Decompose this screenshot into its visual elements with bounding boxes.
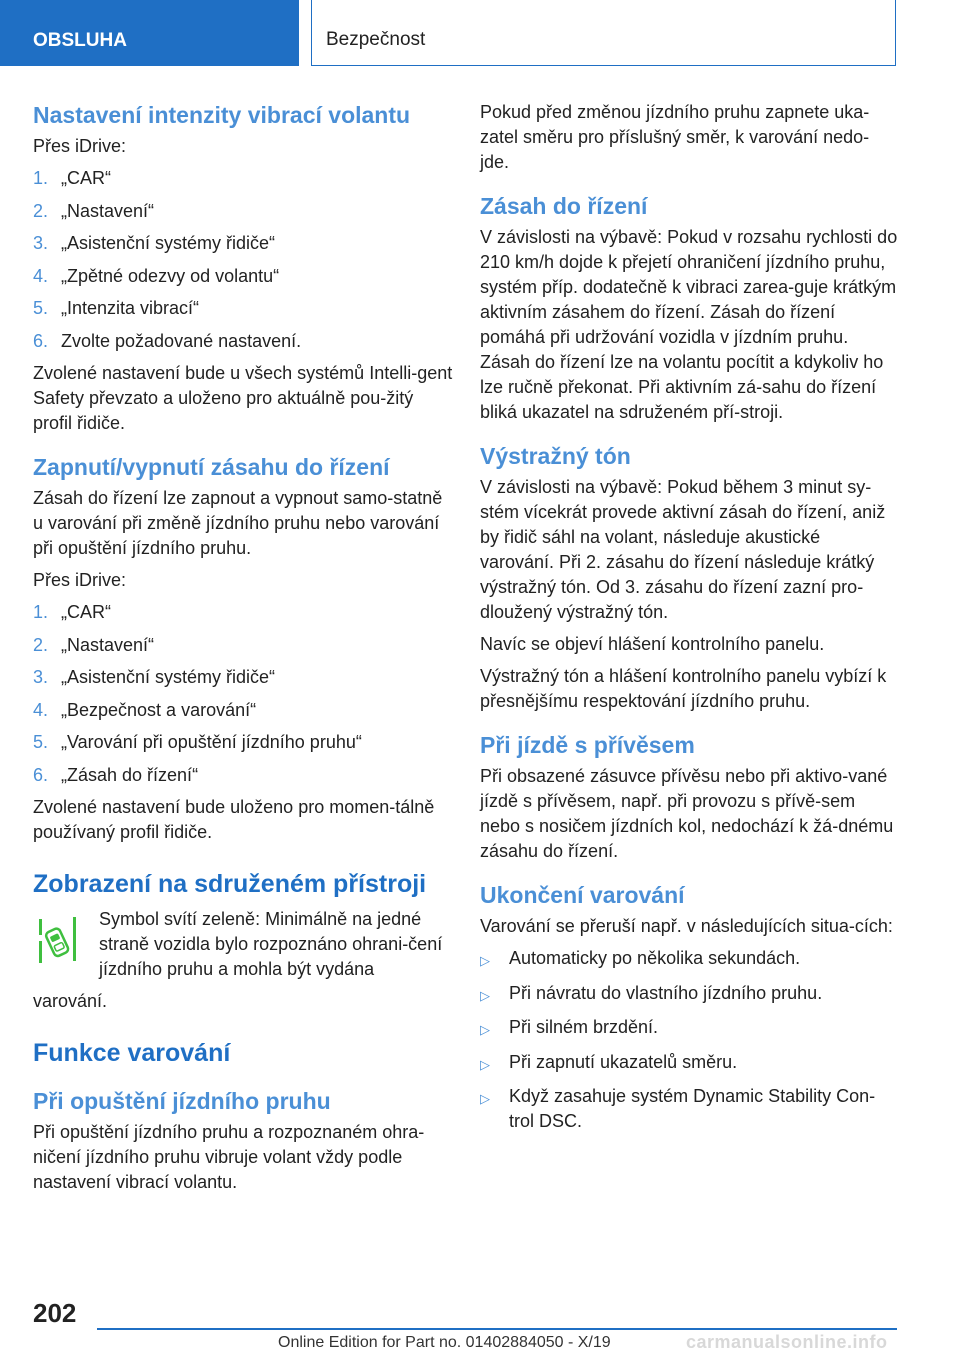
- list-item: [480, 946, 898, 973]
- saved-note-2: Zvolené nastavení bude uloženo pro momen‐tálně používaný profil řidiče.: [33, 797, 435, 842]
- bullet-text: Když zasahuje systém Dynamic Stability Con‐trol DSC.: [509, 1086, 876, 1131]
- triangle-bullet-icon: ▷: [480, 1022, 490, 1037]
- steer-paragraph: V závislosti na výbavě: Pokud v rozsahu rychlosti do 210 km/h dojde k přejetí ohraničení jízdního pruhu, systém příp. dodatečně k vibraci zarea‐guje krátkým aktivním zásahem do řízení. Zásah do řízení pomáhá při udržování vozidla v jízdním pruhu. Zásah do řízení lze na volantu pocítit a kdykoliv ho lze ručně překonat. Při aktivním zá‐sahu do řízení bliká ukazatel na sdruženém pří‐stroji.: [480, 227, 898, 422]
- list-item: [33, 665, 453, 690]
- step-text: „Zpětné odezvy od volantu“: [61, 265, 280, 286]
- list-item: [33, 730, 453, 755]
- list-item: [480, 1015, 898, 1042]
- footer-divider: [97, 1328, 897, 1330]
- bullet-text: Při zapnutí ukazatelů směru.: [509, 1051, 738, 1072]
- page-header: [0, 0, 960, 66]
- step-number: 3.: [33, 233, 49, 253]
- list-item: [33, 264, 453, 289]
- heading-trailer: Při jízdě s přívěsem: [480, 732, 695, 758]
- indicator-paragraph: Pokud před změnou jízdního pruhu zapnete uka‐zatel směru pro příslušný směr, k varování nedo‐jde.: [480, 102, 870, 172]
- left-column: [33, 100, 453, 1202]
- heading-warning-function: Funkce varování: [33, 1039, 231, 1067]
- step-text: „Zásah do řízení“: [61, 764, 199, 785]
- list-item: [33, 166, 453, 191]
- heading-warning-end: Ukončení varování: [480, 882, 685, 908]
- step-number: 2.: [33, 634, 49, 655]
- step-number: 6.: [33, 330, 49, 351]
- tone-paragraph-3: Výstražný tón a hlášení kontrolního panelu vybízí k přesnějšímu respektování jízdního pruhu.: [480, 666, 887, 711]
- list-item: [480, 1084, 898, 1134]
- heading-warning-tone: Výstražný tón: [480, 443, 631, 469]
- tone-paragraph-2: Navíc se objeví hlášení kontrolního panelu.: [480, 634, 825, 654]
- step-text: „Asistenční systémy řidiče“: [61, 233, 276, 253]
- bullet-text: Při návratu do vlastního jízdního pruhu.: [509, 982, 823, 1003]
- step-text: „CAR“: [61, 602, 111, 622]
- step-number: 5.: [33, 732, 49, 752]
- right-column: [480, 100, 898, 1142]
- step-text: „Nastavení“: [61, 634, 155, 655]
- leaving-paragraph: Při opuštění jízdního pruhu a rozpoznaném ohra‐ničení jízdního pruhu vibruje volant vždy podle nastavení vibrací volantu.: [33, 1122, 425, 1192]
- steps-list-2: [33, 600, 453, 788]
- list-item: [480, 981, 898, 1008]
- idrive-label-2: Přes iDrive:: [33, 570, 127, 590]
- edition-text: Online Edition for Part no. 01402884050 - X/19: [278, 1334, 611, 1351]
- step-number: 6.: [33, 764, 49, 785]
- step-number: 4.: [33, 265, 49, 286]
- trailer-paragraph: Při obsazené zásuvce přívěsu nebo při aktivo‐vané jízdě s přívěsem, např. při provozu s přívě‐sem nebo s nosičem jízdních kol, nedochází k žá‐dnému zásahu do řízení.: [480, 766, 894, 861]
- topic-tab[interactable]: Bezpečnost: [311, 0, 896, 66]
- list-item: [33, 199, 453, 224]
- end-paragraph: Varování se přeruší např. v následujících situa‐cích:: [480, 916, 893, 936]
- list-item: [33, 763, 453, 788]
- idrive-label-1: Přes iDrive:: [33, 136, 127, 156]
- lane-departure-icon: [33, 913, 81, 969]
- heading-steering-intervention: Zásah do řízení: [480, 193, 648, 219]
- list-item: [33, 600, 453, 625]
- heading-lane-leaving: Při opuštění jízdního pruhu: [33, 1088, 331, 1114]
- triangle-bullet-icon: ▷: [480, 953, 490, 968]
- list-item: [33, 329, 453, 354]
- step-number: 2.: [33, 200, 49, 221]
- list-item: [33, 633, 453, 658]
- symbol-paragraph-end: varování.: [33, 991, 108, 1011]
- symbol-paragraph: Symbol svítí zeleně: Minimálně na jedné straně vozidla bylo rozpoznáno ohrani‐čení jízdního pruhu a mohla být vydána: [99, 909, 443, 979]
- saved-note-1: Zvolené nastavení bude u všech systémů Intelli‐gent Safety převzato a uloženo pro aktuálně pou‐žitý profil řidiče.: [33, 363, 453, 433]
- step-text: „Varování při opuštění jízdního pruhu“: [61, 732, 362, 752]
- heading-cluster-display: Zobrazení na sdruženém přístroji: [33, 870, 427, 898]
- symbol-description: [33, 907, 453, 1014]
- step-text: „Bezpečnost a varování“: [61, 699, 257, 720]
- step-text: „Nastavení“: [61, 200, 155, 221]
- step-number: 3.: [33, 667, 49, 687]
- steps-list-1: [33, 166, 453, 354]
- list-item: [33, 231, 453, 256]
- triangle-bullet-icon: ▷: [480, 1091, 490, 1106]
- step-number: 1.: [33, 168, 49, 188]
- step-number: 1.: [33, 602, 49, 622]
- step-number: 5.: [33, 298, 49, 318]
- bullet-text: Při silném brzdění.: [509, 1017, 659, 1037]
- tone-paragraph-1: V závislosti na výbavě: Pokud během 3 minut sy‐stém vícekrát provede aktivní zásah do řízení, aniž by řidič sáhl na volant, následuje akustické varování. Při 2. zásahu do řízení následuje krátký výstražný tón. Od 3. zásahu do řízení zazní pro‐dloužený výstražný tón.: [480, 477, 886, 622]
- page-number: 202: [33, 1298, 77, 1328]
- toggle-paragraph: Zásah do řízení lze zapnout a vypnout samo‐statně u varování při změně jízdního pruhu nebo varování při opuštění jízdního pruhu.: [33, 488, 443, 558]
- watermark: carmanualsonline.info: [686, 1332, 888, 1352]
- list-item: [480, 1050, 898, 1077]
- end-conditions-list: [480, 946, 898, 1134]
- step-text: „Intenzita vibrací“: [61, 298, 200, 318]
- heading-steering-toggle: Zapnutí/vypnutí zásahu do řízení: [33, 454, 390, 480]
- step-text: Zvolte požadované nastavení.: [61, 330, 302, 351]
- list-item: [33, 698, 453, 723]
- section-tab[interactable]: OBSLUHA: [0, 0, 299, 66]
- triangle-bullet-icon: ▷: [480, 987, 490, 1003]
- step-text: „CAR“: [61, 168, 111, 188]
- step-text: „Asistenční systémy řidiče“: [61, 667, 276, 687]
- list-item: [33, 296, 453, 321]
- bullet-text: Automaticky po několika sekundách.: [509, 948, 801, 968]
- heading-vibration-intensity: Nastavení intenzity vibrací volantu: [33, 102, 411, 128]
- triangle-bullet-icon: ▷: [480, 1056, 490, 1072]
- step-number: 4.: [33, 699, 49, 720]
